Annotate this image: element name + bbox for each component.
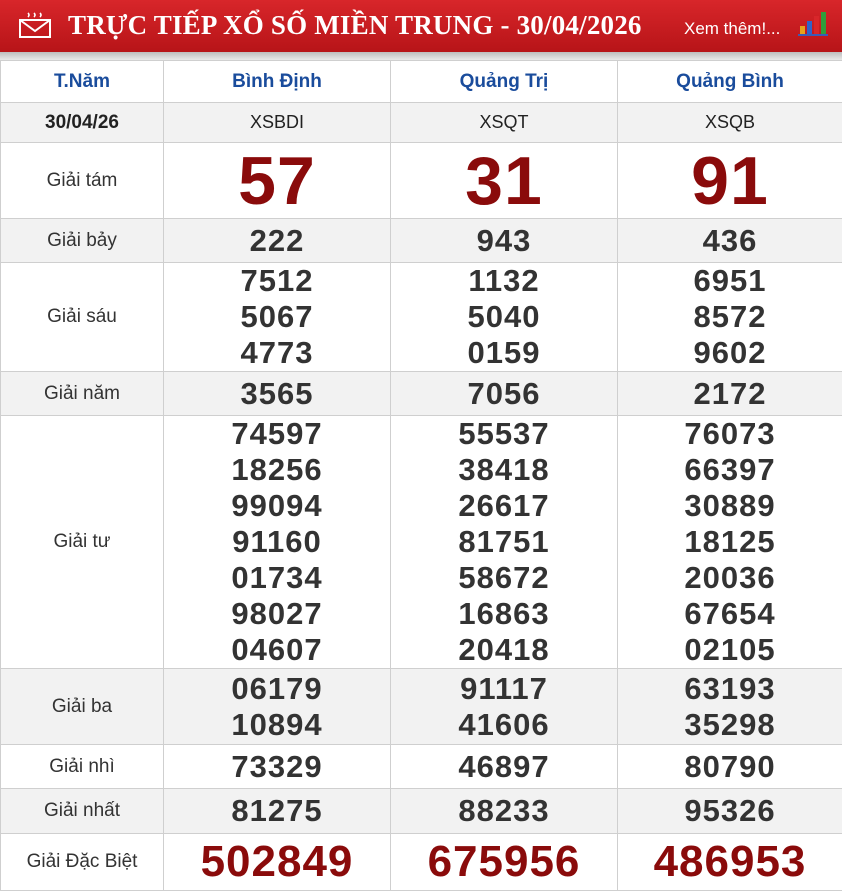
prize-number: 20036	[684, 560, 776, 595]
prize-row-7	[1, 219, 842, 263]
prize-number: 91160	[232, 524, 322, 559]
prize-value-cell	[391, 745, 618, 789]
prize-number: 3565	[240, 375, 314, 411]
prize-value-cell	[164, 416, 391, 669]
province-name[interactable]: Bình Định	[232, 70, 322, 92]
prize-number: 18125	[684, 524, 776, 559]
prize-name-cell	[1, 416, 164, 669]
prize-number: 99094	[231, 488, 323, 523]
province-cell[interactable]	[618, 61, 842, 103]
prize-name-cell	[1, 789, 164, 834]
prize-value-cell	[164, 745, 391, 789]
draw-date: 30/04/26	[45, 111, 119, 133]
results-table	[0, 60, 842, 891]
prize-name-cell	[1, 745, 164, 789]
prize-value-cell	[164, 372, 391, 416]
prize-name-cell	[1, 143, 164, 219]
prize-row-2	[1, 745, 842, 789]
prize-number: 91	[691, 142, 769, 219]
header-bar	[0, 0, 842, 52]
prize-number: 67654	[684, 596, 776, 631]
prize-number: 01734	[231, 560, 323, 595]
prize-number: 66397	[684, 452, 776, 487]
prize-value-cell	[618, 372, 842, 416]
prize-name: Giải ba	[51, 695, 113, 717]
special-prize-number: 502849	[200, 837, 354, 886]
prize-number: 76073	[684, 416, 776, 451]
province-cell[interactable]	[164, 61, 391, 103]
prize-value-cell	[164, 669, 391, 745]
prize-number: 35298	[684, 706, 776, 742]
day-label: T.Năm	[54, 70, 110, 92]
prize-value-cell	[391, 143, 618, 219]
prize-number: 222	[249, 222, 305, 258]
prize-number: 10894	[231, 706, 323, 742]
prize-number: 58672	[458, 560, 550, 595]
prize-row-6	[1, 263, 842, 372]
prize-number: 57	[238, 142, 316, 219]
prize-value-cell	[391, 416, 618, 669]
prize-value-cell	[618, 416, 842, 669]
province-cell[interactable]	[391, 61, 618, 103]
prize-name-cell	[1, 219, 164, 263]
prize-value-cell	[164, 143, 391, 219]
prize-name: Giải nhì	[49, 755, 115, 777]
prize-name-cell	[1, 834, 164, 891]
prize-number: 4773	[240, 335, 314, 370]
prize-name-cell	[1, 372, 164, 416]
prize-number: 55537	[458, 416, 550, 451]
prize-value-cell	[164, 834, 391, 891]
prize-number: 18256	[231, 452, 323, 487]
prize-value-cell	[618, 789, 842, 834]
prize-name: Giải Đặc Biệt	[26, 851, 138, 872]
bar-chart-icon[interactable]	[796, 10, 830, 36]
prize-number: 7512	[240, 263, 314, 298]
special-prize-number: 675956	[427, 837, 581, 886]
prize-number: 5067	[240, 299, 314, 334]
prize-value-cell	[391, 219, 618, 263]
prize-number: 2172	[693, 375, 767, 411]
prize-row-5	[1, 372, 842, 416]
province-name[interactable]: Quảng Bình	[676, 70, 784, 92]
prize-number: 74597	[231, 416, 323, 451]
header-shadow	[0, 52, 842, 60]
prize-row-3	[1, 669, 842, 745]
prize-number: 1132	[468, 263, 540, 298]
prize-number: 88233	[458, 793, 550, 828]
prize-number: 73329	[231, 748, 323, 784]
special-prize-number: 486953	[653, 837, 807, 886]
prize-name: Giải bảy	[47, 229, 117, 251]
prize-number: 02105	[684, 632, 776, 667]
prize-name: Giải năm	[43, 382, 121, 404]
code-cell	[164, 103, 391, 143]
prize-value-cell	[164, 789, 391, 834]
prize-number: 06179	[231, 670, 323, 706]
prize-row-1	[1, 789, 842, 834]
province-header-row	[1, 61, 842, 103]
prize-number: 943	[476, 222, 532, 258]
prize-value-cell	[391, 372, 618, 416]
prize-value-cell	[391, 834, 618, 891]
prize-row-4	[1, 416, 842, 669]
province-code: XSQT	[479, 112, 529, 132]
code-cell	[618, 103, 842, 143]
mail-icon	[18, 11, 52, 39]
prize-name: Giải sáu	[47, 306, 117, 327]
prize-number: 26617	[458, 488, 550, 523]
prize-number: 63193	[684, 670, 776, 706]
prize-number: 04607	[231, 632, 323, 667]
prize-number: 30889	[684, 488, 776, 523]
prize-number: 20418	[458, 632, 550, 667]
prize-name: Giải tám	[46, 169, 118, 191]
province-name[interactable]: Quảng Trị	[459, 70, 549, 92]
prize-number: 9602	[693, 335, 767, 370]
prize-number: 81275	[231, 793, 323, 828]
prize-number: 95326	[684, 793, 776, 828]
prize-name-cell	[1, 263, 164, 372]
prize-value-cell	[618, 745, 842, 789]
prize-value-cell	[618, 219, 842, 263]
prize-value-cell	[164, 263, 391, 372]
page-title: TRỰC TIẾP XỔ SỐ MIỀN TRUNG - 30/04/2026	[68, 10, 642, 40]
prize-row-special	[1, 834, 842, 891]
prize-value-cell	[618, 263, 842, 372]
province-code: XSBDI	[249, 112, 305, 132]
prize-value-cell	[391, 263, 618, 372]
code-row	[1, 103, 842, 143]
prize-number: 38418	[458, 452, 550, 487]
prize-number: 6951	[693, 263, 767, 298]
prize-number: 436	[702, 222, 758, 258]
prize-value-cell	[391, 669, 618, 745]
prize-value-cell	[391, 789, 618, 834]
prize-number: 7056	[467, 375, 541, 411]
see-more-link[interactable]: Xem thêm!...	[684, 19, 781, 38]
day-cell	[1, 61, 164, 103]
province-code: XSQB	[704, 112, 756, 132]
prize-number: 46897	[458, 748, 550, 784]
prize-number: 31	[465, 142, 543, 219]
prize-number: 41606	[458, 706, 550, 742]
prize-value-cell	[618, 143, 842, 219]
date-cell	[1, 103, 164, 143]
prize-number: 0159	[467, 335, 541, 370]
prize-row-8	[1, 143, 842, 219]
prize-number: 81751	[458, 524, 550, 559]
prize-number: 5040	[467, 299, 541, 334]
prize-value-cell	[618, 669, 842, 745]
prize-number: 16863	[458, 596, 550, 631]
prize-number: 8572	[693, 299, 767, 334]
prize-number: 80790	[684, 748, 776, 784]
prize-number: 98027	[231, 596, 323, 631]
prize-value-cell	[164, 219, 391, 263]
code-cell	[391, 103, 618, 143]
prize-name: Giải tư	[53, 531, 111, 552]
prize-value-cell	[618, 834, 842, 891]
prize-name-cell	[1, 669, 164, 745]
prize-name: Giải nhất	[43, 800, 121, 821]
prize-number: 91117	[460, 670, 548, 706]
